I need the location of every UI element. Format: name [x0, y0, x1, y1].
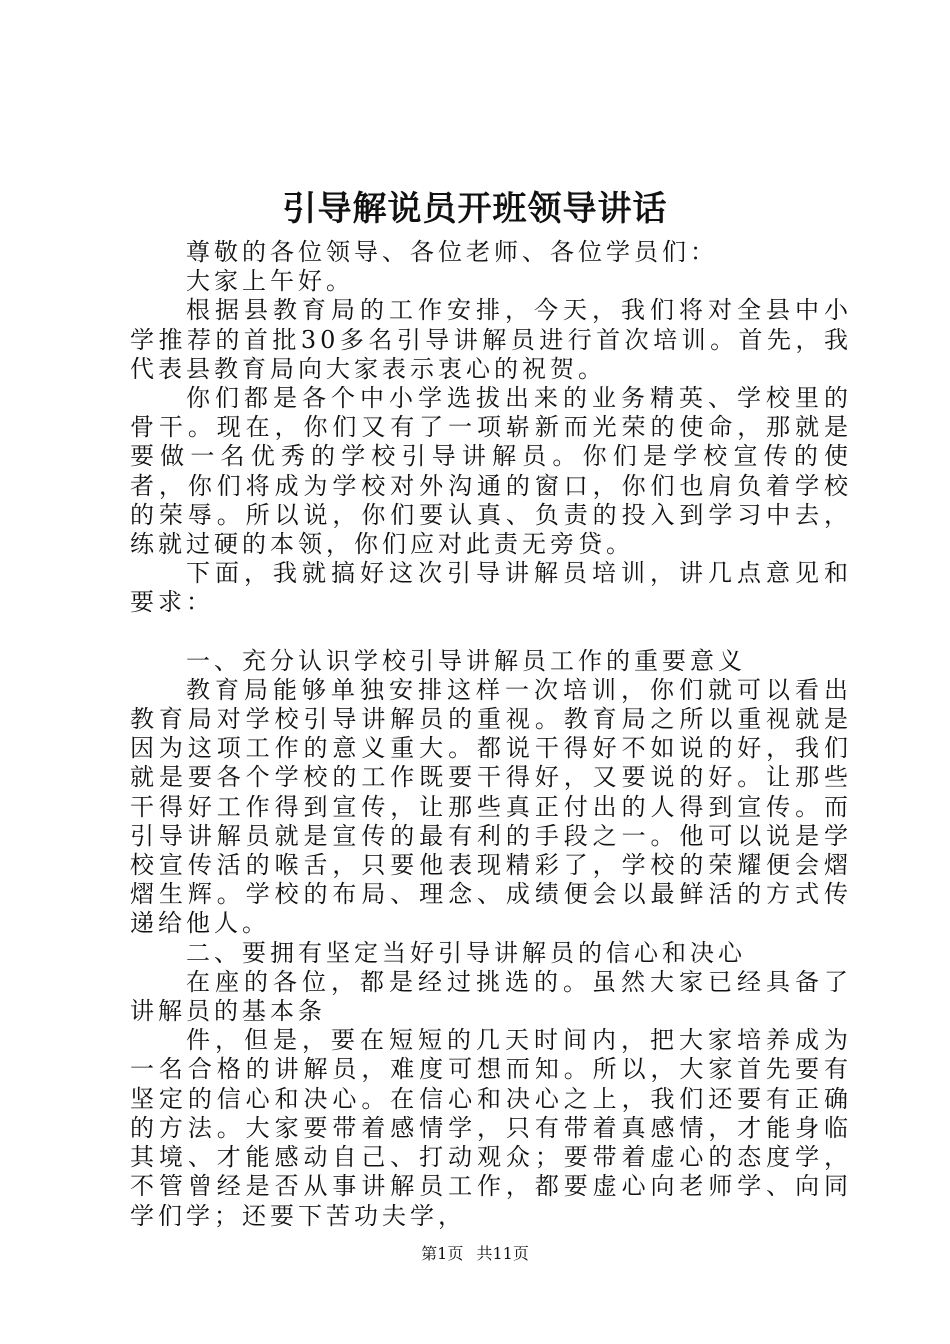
page-number: 第1页 [421, 1244, 464, 1263]
body-paragraph: 下面，我就搞好这次引导讲解员培训，讲几点意见和要求： [130, 559, 852, 617]
page-total: 共11页 [476, 1244, 529, 1263]
body-paragraph: 件，但是，要在短短的几天时间内，把大家培养成为一名合格的讲解员，难度可想而知。所以，大家首先要有坚定的信心和决心。在信心和决心之上，我们还要有正确的方法。大家要带着感情学，只有带着真感情，才能身临其境、才能感动自己、打动观众；要带着虚心的态度学，不管曾经是否从事讲解员工作，都要虚心向老师学、向同学们学；还要下苦功夫学， [130, 1026, 852, 1230]
document-body [130, 238, 852, 1231]
section-heading: 二、要拥有坚定当好引导讲解员的信心和决心 [186, 938, 746, 967]
body-paragraph: 你们都是各个中小学选拔出来的业务精英、学校里的骨干。现在，你们又有了一项崭新而光荣的使命，那就是要做一名优秀的学校引导讲解员。你们是学校宣传的使者，你们将成为学校对外沟通的窗口，你们也肩负着学校的荣辱。所以说，你们要认真、负责的投入到学习中去，练就过硬的本领，你们应对此责无旁贷。 [130, 384, 852, 559]
salutation-paragraph: 大家上午好。 [186, 267, 354, 296]
body-paragraph: 在座的各位，都是经过挑选的。虽然大家已经具备了讲解员的基本条 [130, 967, 852, 1026]
page-footer [0, 1243, 950, 1265]
greeting-paragraph: 尊敬的各位领导、各位老师、各位学员们： [186, 238, 718, 266]
body-paragraph: 根据县教育局的工作安排，今天，我们将对全县中小学推荐的首批30多名引导讲解员进行首次培训。首先，我代表县教育局向大家表示衷心的祝贺。 [130, 296, 852, 383]
page-title: 引导解说员开班领导讲话 [282, 189, 668, 229]
body-paragraph: 教育局能够单独安排这样一次培训，你们就可以看出教育局对学校引导讲解员的重视。教育局之所以重视就是因为这项工作的意义重大。都说干得好不如说的好，我们就是要各个学校的工作既要干得好，又要说的好。让那些干得好工作得到宣传，让那些真正付出的人得到宣传。而引导讲解员就是宣传的最有利的手段之一。他可以说是学校宣传活的喉舌，只要他表现精彩了，学校的荣耀便会熠熠生辉。学校的布局、理念、成绩便会以最鲜活的方式传递给他人。 [130, 675, 852, 938]
section-heading: 一、充分认识学校引导讲解员工作的重要意义 [186, 646, 746, 675]
